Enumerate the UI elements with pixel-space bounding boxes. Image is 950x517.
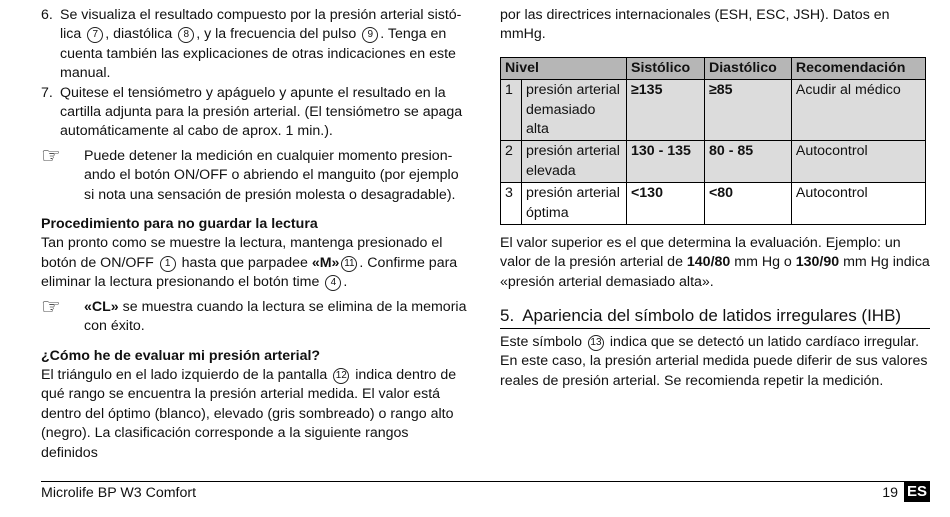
header-diastolico: Diastólico — [704, 57, 791, 79]
table-row: 1 presión arterial demasiado alta ≥135 ≥85 Acudir al médico — [501, 80, 926, 141]
callout-number: 4 — [325, 275, 341, 291]
header-nivel: Nivel — [501, 57, 627, 79]
table-row: 2 presión arterial elevada 130 - 135 80 - 85 Autocontrol — [501, 141, 926, 183]
callout-number: 11 — [341, 256, 357, 272]
callout-number: 1 — [160, 256, 176, 272]
list-item-7 — [41, 84, 469, 142]
heading-evaluate: ¿Cómo he de evaluar mi presión arterial? — [41, 347, 321, 364]
paragraph-evaluate: El triángulo en el lado izquierdo de la pantalla 12 indica dentro de qué rango se encuentra la presión arterial medida. El valor está dentro del óptimo (blanco), elevado (gris sombreado) o rango alto (negro). La clasificación corresponde a la siguiente rangos definidos — [41, 366, 457, 461]
header-recomendacion: Recomendación — [791, 57, 925, 79]
intro-text: por las directrices internacionales (ESH, ESC, JSH). Datos en mmHg. — [500, 7, 890, 43]
page-number: 19 — [882, 485, 898, 501]
tip-note: ☞ «CL» se muestra cuando la lectura se elimina de la memoria con éxito. — [41, 298, 469, 337]
list-text: Se visualiza el resultado compuesto por la presión arterial sistó-lica 7 , diastólica 8 , y la frecuencia del pulso 9 . Tenga en cuenta también las explicaciones de otras indicaciones en este manual. — [60, 7, 462, 82]
callout-number: 7 — [87, 27, 103, 43]
heading-no-save: Procedimiento para no guardar la lectura — [41, 216, 318, 233]
language-badge: ES — [904, 482, 930, 502]
list-text: Quitese el tensiómetro y apáguelo y apunte el resultado en la cartilla adjunta para la presión arterial. (El tensiómetro se apaga automáticamente al cabo de aprox. 1 min.). — [60, 84, 463, 140]
header-sistolico: Sistólico — [627, 57, 705, 79]
callout-number: 13 — [588, 335, 604, 351]
callout-number: 8 — [178, 27, 194, 43]
footer-divider — [41, 481, 930, 482]
bp-classification-table — [500, 57, 926, 225]
callout-number: 12 — [333, 368, 349, 384]
table-header-row — [501, 57, 926, 79]
list-number: 7. — [41, 84, 53, 101]
footer-product: Microlife BP W3 Comfort — [41, 485, 197, 501]
evaluation-note: El valor superior es el que determina la evaluación. Ejemplo: un valor de la presión arterial de 140/80 mm Hg o 130/90 mm Hg indica «presión arterial demasiado alta». — [500, 235, 930, 290]
paragraph-no-save: Tan pronto como se muestre la lectura, mantenga presionado el botón de ON/OFF 1 hasta que parpadee «M» 11 . Confirme para eliminar la lectura presionando el botón time 4 . — [41, 235, 458, 291]
tip-note: ☞ Puede detener la medición en cualquier momento presion-ando el botón ON/OFF o abriendo el manguito (por ejemplo si nota una sensación de presión molesta o desagradable). — [41, 147, 469, 205]
callout-number: 9 — [362, 27, 378, 43]
right-column — [500, 6, 930, 391]
table-row: 3 presión arterial óptima <130 <80 Autocontrol — [501, 183, 926, 225]
ihb-paragraph: Este símbolo 13 indica que se detectó un latido cardíaco irregular. En este caso, la presión arterial medida puede diferir de sus valores reales de presión arterial. Se recomienda repetir la medición. — [500, 333, 928, 389]
pointing-hand-icon: ☞ — [41, 142, 61, 168]
list-number: 6. — [41, 7, 53, 23]
list-item-6 — [41, 6, 469, 84]
pointing-hand-icon: ☞ — [41, 293, 61, 319]
section-heading-ihb: 5. Apariencia del símbolo de latidos irregulares (IHB) — [500, 306, 930, 328]
left-column — [41, 6, 469, 463]
